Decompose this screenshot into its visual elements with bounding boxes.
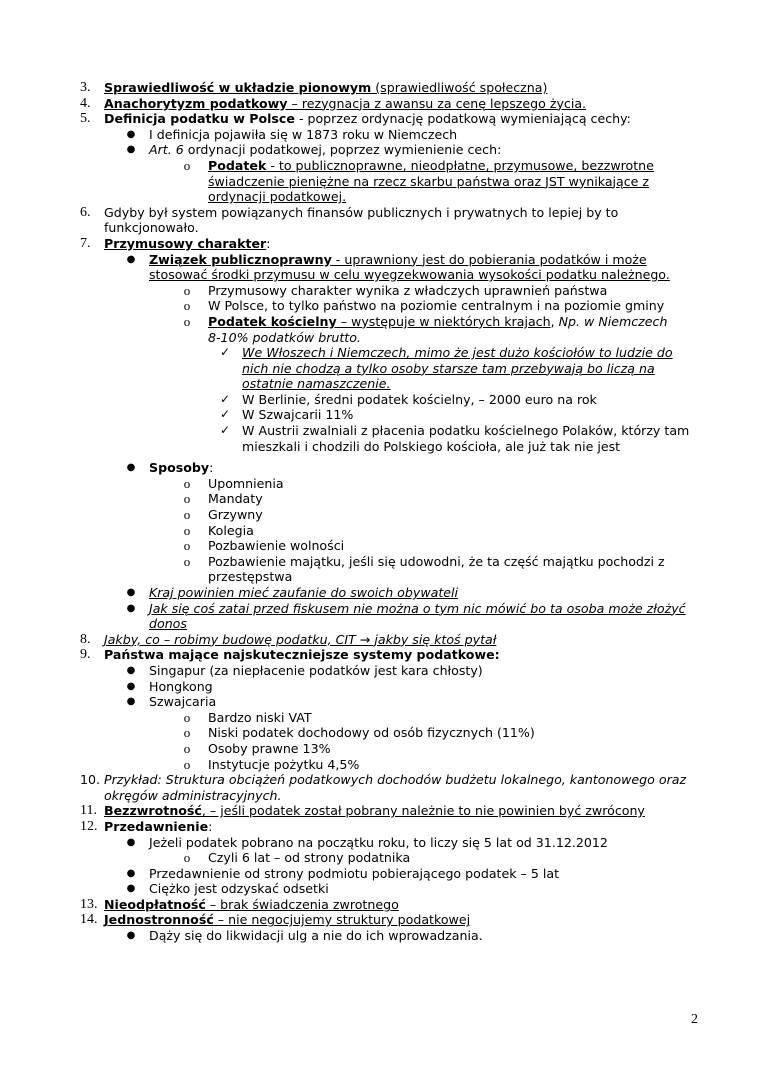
text-run: – nie negocjujemy struktury podatkowej xyxy=(213,912,471,928)
circle-bullet-icon: o xyxy=(183,740,191,756)
text-run: Anachorytyzm podatkowy xyxy=(104,95,288,111)
text-run: W Berlinie, średni podatek kościelny, – 2000 euro na rok xyxy=(242,391,597,407)
text-run: Nieodpłatność xyxy=(104,896,206,912)
item-text xyxy=(208,507,263,523)
item-text xyxy=(208,330,361,346)
list-item xyxy=(0,710,760,726)
checkmark-icon: ✓ xyxy=(219,391,231,406)
text-run: - to publicznoprawne, nieodpłatne, przymusowe, bezzwrotne xyxy=(266,157,654,173)
list-item xyxy=(0,585,760,601)
text-run: Podatek kościelny xyxy=(208,313,337,329)
item-text xyxy=(104,205,618,221)
list-item xyxy=(0,694,760,710)
text-run: donos xyxy=(149,616,187,632)
text-run: ordynacji podatkowej. xyxy=(208,189,347,205)
text-run: Upomnienia xyxy=(208,475,284,491)
numbered-item xyxy=(0,772,760,788)
list-item xyxy=(0,601,760,617)
list-item xyxy=(0,298,760,314)
item-text xyxy=(149,601,686,617)
page-number: 2 xyxy=(691,1012,698,1027)
circle-bullet-icon: o xyxy=(183,553,191,569)
text-run: Przedawnienie xyxy=(104,818,209,834)
list-item xyxy=(0,757,760,773)
bullet-icon: ● xyxy=(126,664,136,676)
text-run: ostatnie namaszczenie. xyxy=(242,376,391,392)
item-text xyxy=(149,663,483,679)
text-run: stosować środki przymusu w celu wyegzekwowania wysokości podatku należnego. xyxy=(149,267,670,283)
checkmark-icon: ✓ xyxy=(219,345,231,360)
list-item-continuation xyxy=(0,788,760,804)
list-item-continuation xyxy=(0,330,760,346)
list-item-continuation xyxy=(0,361,760,377)
text-run: Szwajcaria xyxy=(149,694,217,710)
item-text xyxy=(149,866,559,882)
list-item xyxy=(0,554,760,570)
text-run: W Szwajcarii 11% xyxy=(242,407,354,423)
bullet-icon: ● xyxy=(126,253,136,265)
list-item-continuation xyxy=(0,174,760,190)
text-run: W Austrii zwalniali z płacenia podatku kościelnego Polaków, którzy tam xyxy=(242,423,690,439)
text-run: , xyxy=(550,313,559,329)
text-run: 8-10% podatków brutto. xyxy=(208,329,361,345)
item-text xyxy=(104,236,270,252)
list-item xyxy=(0,850,760,866)
item-number: 5. xyxy=(80,111,91,127)
bullet-icon: ● xyxy=(126,587,136,598)
item-text xyxy=(208,523,254,539)
bullet-icon: ● xyxy=(126,836,136,848)
circle-bullet-icon: o xyxy=(183,850,191,866)
item-text xyxy=(104,220,199,236)
text-run: Jeżeli podatek pobrano na początku roku, to liczy się 5 lat od 31.12.2012 xyxy=(149,834,608,850)
checkmark-icon: ✓ xyxy=(219,407,231,422)
numbered-item xyxy=(0,80,760,96)
text-run: Przymusowy charakter wynika z władczych uprawnień państwa xyxy=(208,282,608,298)
item-text xyxy=(242,345,673,361)
item-number: 7. xyxy=(80,235,91,251)
list-item-continuation xyxy=(0,220,760,236)
circle-bullet-icon: o xyxy=(183,507,191,523)
list-item xyxy=(0,928,760,944)
item-text xyxy=(104,803,645,819)
numbered-item xyxy=(0,647,760,663)
item-text xyxy=(104,819,212,835)
item-text xyxy=(104,80,547,96)
text-run: Instytucje pożytku 4,5% xyxy=(208,756,360,772)
text-run: okręgów administracyjnych. xyxy=(104,787,282,803)
text-run: : xyxy=(208,818,213,834)
document-body xyxy=(0,80,760,944)
numbered-item xyxy=(0,632,760,648)
item-text xyxy=(149,460,213,476)
text-run: Państwa mające najskuteczniejsze systemy podatkowe: xyxy=(104,647,500,663)
list-item-continuation xyxy=(0,189,760,205)
list-item xyxy=(0,460,760,476)
numbered-item xyxy=(0,803,760,819)
text-run: Jednostronność xyxy=(104,912,214,928)
circle-bullet-icon: o xyxy=(183,725,191,741)
list-item-continuation xyxy=(0,376,760,392)
item-text xyxy=(149,252,647,268)
item-text xyxy=(242,407,353,423)
list-item xyxy=(0,407,760,423)
item-number: 12. xyxy=(80,818,98,834)
item-text xyxy=(149,142,501,158)
circle-bullet-icon: o xyxy=(183,313,191,329)
item-text xyxy=(208,741,331,757)
text-run: Singapur (za niepłacenie podatków jest kara chłosty) xyxy=(149,662,483,678)
item-text xyxy=(242,361,655,377)
item-number: 11. xyxy=(80,803,97,819)
item-text xyxy=(242,439,620,455)
bullet-icon: ● xyxy=(126,883,136,895)
text-run: Przykład: Struktura obciążeń podatkowych dochodów budżetu lokalnego, kantonowego oraz xyxy=(104,772,687,788)
item-text xyxy=(149,267,670,283)
list-item xyxy=(0,423,760,439)
list-item xyxy=(0,538,760,554)
numbered-item xyxy=(0,96,760,112)
text-run: – rezygnacja z awansu za cenę lepszego życia. xyxy=(287,95,587,111)
bullet-icon: ● xyxy=(126,462,136,474)
text-run: Jak się coś zatai przed fiskusem nie można o tym nic mówić bo ta osoba może złożyć xyxy=(149,600,686,616)
list-item xyxy=(0,491,760,507)
numbered-item xyxy=(0,912,760,928)
text-run: : xyxy=(209,460,214,476)
circle-bullet-icon: o xyxy=(183,282,191,298)
bullet-icon: ● xyxy=(126,128,136,140)
item-number: 14. xyxy=(80,912,98,928)
numbered-item xyxy=(0,819,760,835)
list-item xyxy=(0,392,760,408)
text-run: – brak świadczenia zwrotnego xyxy=(205,896,399,912)
item-text xyxy=(208,158,654,174)
list-item xyxy=(0,252,760,268)
list-item xyxy=(0,725,760,741)
numbered-item xyxy=(0,205,760,221)
text-run: mieszkali i chodzili do Polskiego kościoła, ale już tak nie jest xyxy=(242,438,621,454)
circle-bullet-icon: o xyxy=(183,491,191,507)
text-run: Podatek xyxy=(208,157,267,173)
list-item-continuation xyxy=(0,439,760,455)
item-text xyxy=(104,897,399,913)
text-run: ordynacji podatkowej, poprzez wymienienie cech: xyxy=(183,142,502,158)
text-run: Gdyby był system powiązanych finansów publicznych i prywatnych to lepiej by to xyxy=(104,204,619,220)
text-run: Kolegia xyxy=(208,522,254,538)
text-run: Sposoby xyxy=(149,460,210,476)
text-run: Sprawiedliwość w układzie pionowym xyxy=(104,80,372,95)
bullet-icon: ● xyxy=(126,680,136,692)
list-item xyxy=(0,866,760,882)
item-text xyxy=(104,632,496,648)
item-text xyxy=(208,725,535,741)
text-run: Osoby prawne 13% xyxy=(208,740,331,756)
item-text xyxy=(208,314,667,330)
text-run: : xyxy=(266,235,271,251)
item-text xyxy=(149,881,329,897)
item-number: 8. xyxy=(80,631,91,647)
list-item xyxy=(0,741,760,757)
item-text xyxy=(208,538,344,554)
text-run: świadczenie pieniężne na rzecz skarbu państwa oraz JST wynikające z xyxy=(208,173,650,189)
list-item xyxy=(0,835,760,851)
text-run: – występuje w niektórych krajach xyxy=(336,313,551,329)
item-text xyxy=(208,757,359,773)
list-item xyxy=(0,142,760,158)
item-text xyxy=(149,616,187,632)
item-text xyxy=(208,189,346,205)
circle-bullet-icon: o xyxy=(183,538,191,554)
item-text xyxy=(242,423,689,439)
bullet-icon: ● xyxy=(126,144,136,156)
text-run: Np. w Niemczech xyxy=(558,313,668,329)
text-run: funkcjonowało. xyxy=(104,220,199,236)
list-item-continuation xyxy=(0,616,760,632)
text-run: Definicja podatku w Polsce xyxy=(104,111,295,127)
circle-bullet-icon: o xyxy=(183,298,191,314)
bullet-icon: ● xyxy=(126,602,136,614)
list-item xyxy=(0,663,760,679)
list-item-continuation xyxy=(0,569,760,585)
text-run: Ciężko jest odzyskać odsetki xyxy=(149,881,329,897)
text-run: Bezzwrotność xyxy=(104,803,202,819)
circle-bullet-icon: o xyxy=(183,756,191,772)
text-run: Jakby, co – robimy budowę podatku, CIT → jakby się ktoś pytał xyxy=(104,631,497,647)
text-run: Bardzo niski VAT xyxy=(208,709,312,725)
circle-bullet-icon: o xyxy=(183,475,191,491)
bullet-icon: ● xyxy=(126,867,136,879)
item-text xyxy=(104,111,631,127)
text-run: Niski podatek dochodowy od osób fizycznych (11%) xyxy=(208,725,535,741)
list-item xyxy=(0,523,760,539)
text-run: przestępstwa xyxy=(208,569,293,585)
item-text xyxy=(104,96,586,112)
numbered-item xyxy=(0,111,760,127)
text-run: Kraj powinien mieć zaufanie do swoich obywateli xyxy=(149,585,459,600)
item-text xyxy=(208,554,665,570)
text-run: , – jeśli podatek został pobrany należnie to nie powinien być zwrócony xyxy=(201,803,645,819)
list-item xyxy=(0,881,760,897)
text-run: W Polsce, to tylko państwo na poziomie centralnym i na poziomie gminy xyxy=(208,298,665,314)
text-run: Mandaty xyxy=(208,491,263,507)
list-item xyxy=(0,314,760,330)
item-text xyxy=(149,585,458,601)
bullet-icon: ● xyxy=(126,696,136,708)
text-run: Przymusowy charakter xyxy=(104,235,267,251)
item-text xyxy=(104,788,282,804)
item-number: 10. xyxy=(80,772,101,788)
list-item xyxy=(0,283,760,299)
item-text xyxy=(242,376,390,392)
item-number: 3. xyxy=(80,80,91,95)
text-run: Czyli 6 lat – od strony podatnika xyxy=(208,850,411,866)
text-run: - poprzez ordynację podatkową wymieniającą cechy: xyxy=(294,111,631,127)
item-text xyxy=(208,298,664,314)
list-item xyxy=(0,127,760,143)
item-text xyxy=(208,569,292,585)
item-text xyxy=(208,174,649,190)
text-run: Dąży się do likwidacji ulg a nie do ich wprowadzania. xyxy=(149,928,483,944)
item-text xyxy=(242,392,597,408)
item-text xyxy=(149,679,213,695)
text-run: Pozbawienie wolności xyxy=(208,538,345,554)
list-item xyxy=(0,345,760,361)
item-text xyxy=(208,283,607,299)
text-run: - uprawniony jest do pobierania podatków i może xyxy=(331,251,647,267)
text-run: nich nie chodzą a tylko osoby starsze tam przebywają bo liczą na xyxy=(242,360,655,376)
circle-bullet-icon: o xyxy=(183,157,191,173)
list-item xyxy=(0,158,760,174)
text-run: I definicja pojawiła się w 1873 roku w Niemczech xyxy=(149,126,458,142)
item-text xyxy=(149,928,483,944)
item-number: 13. xyxy=(80,896,98,912)
item-number: 4. xyxy=(80,95,91,111)
circle-bullet-icon: o xyxy=(183,522,191,538)
text-run: Związek publicznoprawny xyxy=(149,251,332,267)
list-item xyxy=(0,507,760,523)
item-number: 6. xyxy=(80,204,91,220)
item-text xyxy=(104,772,686,788)
text-run: Art. 6 xyxy=(149,142,184,158)
text-run: Pozbawienie majątku, jeśli się udowodni, że ta część majątku pochodzi z xyxy=(208,553,665,569)
item-number: 9. xyxy=(80,647,91,663)
text-run: Grzywny xyxy=(208,507,263,523)
list-item xyxy=(0,476,760,492)
item-text xyxy=(149,835,608,851)
checkmark-icon: ✓ xyxy=(219,423,231,438)
text-run: (sprawiedliwość społeczna) xyxy=(371,80,548,95)
item-text xyxy=(208,710,312,726)
text-run: Hongkong xyxy=(149,678,213,694)
item-text xyxy=(104,647,500,663)
item-text xyxy=(208,476,284,492)
numbered-item xyxy=(0,236,760,252)
text-run: Przedawnienie od strony podmiotu pobierającego podatek – 5 lat xyxy=(149,865,560,881)
list-item xyxy=(0,679,760,695)
numbered-item xyxy=(0,897,760,913)
item-text xyxy=(149,127,457,143)
bullet-icon: ● xyxy=(126,930,136,942)
text-run: We Włoszech i Niemczech, mimo że jest dużo kościołów to ludzie do xyxy=(242,345,673,361)
item-text xyxy=(208,850,410,866)
item-text xyxy=(149,694,216,710)
item-text xyxy=(104,912,470,928)
circle-bullet-icon: o xyxy=(183,709,191,725)
list-item-continuation xyxy=(0,267,760,283)
item-text xyxy=(208,491,263,507)
